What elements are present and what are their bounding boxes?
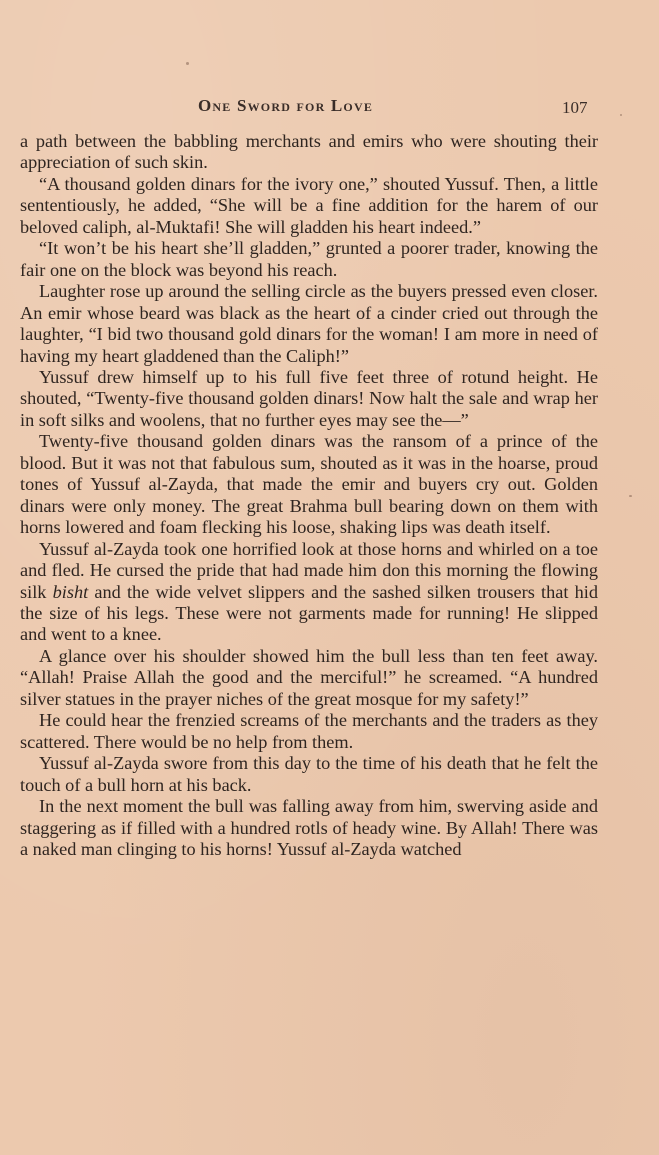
paragraph: He could hear the frenzied screams of the merchants and the traders as they scattered. There would be no help from them. <box>20 710 598 752</box>
paper-speck <box>620 114 622 116</box>
italic-word: bisht <box>52 581 89 602</box>
paragraph: Yussuf al-Zayda took one horrified look at those horns and whirled on a toe and fled. He cursed the pride that had made him don this morning the flowing silk bisht and the wide velvet slippers and the sashed silken trousers that hid the size of his legs. These were not garments made for running! He slipped and went to a knee. <box>20 538 599 645</box>
paragraph: A glance over his shoulder showed him the bull less than ten feet away. “Allah! Praise Allah the good and the merciful!” he screamed. “A hundred silver statues in the prayer niches of the great mosque for my safety!” <box>20 645 598 709</box>
paragraph: Twenty-five thousand golden dinars was the ransom of a prince of the blood. But it was not that fabulous sum, shouted as it was in the hoarse, proud tones of Yussuf al-Zayda, that made the emir and buyers cry out. Golden dinars were only money. The great Brahma bull bearing down on them with horns lowered and foam flecking his loose, shaking lips was death itself. <box>20 431 598 538</box>
paragraph: a path between the babbling merchants and emirs who were shouting their appreciation of such skin. <box>20 131 598 173</box>
paragraph: Yussuf al-Zayda swore from this day to the time of his death that he felt the touch of a bull horn at his back. <box>20 753 598 795</box>
paper-speck <box>186 62 189 65</box>
page-header <box>0 96 659 122</box>
paragraph: In the next moment the bull was falling away from him, swerving aside and staggering as if filled with a hundred rotls of heady wine. By Allah! There was a naked man clinging to his horns! Yussuf al-Zayda watched <box>20 796 598 859</box>
paragraph: “A thousand golden dinars for the ivory one,” shouted Yussuf. Then, a little sententiously, he added, “She will be a fine addition for the harem of our beloved caliph, al-Muktafi! She will gladden his heart indeed.” <box>20 173 598 237</box>
paragraph: “It won’t be his heart she’ll gladden,” grunted a poorer trader, knowing the fair one on the block was beyond his reach. <box>20 238 598 280</box>
paragraph: Laughter rose up around the selling circle as the buyers pressed even closer. An emir whose beard was black as the heart of a cinder cried out through the laughter, “I bid two thousand gold dinars for the woman! I am more in need of having my heart gladdened than the Caliph!” <box>20 281 598 366</box>
running-title: One Sword for Love <box>198 96 374 115</box>
paper-speck <box>629 495 632 497</box>
body-text <box>20 131 598 860</box>
paragraph: Yussuf drew himself up to his full five feet three of rotund height. He shouted, “Twenty-five thousand golden dinars! Now halt the sale and wrap her in soft silks and woolens, that no further eyes may see the—” <box>20 366 598 430</box>
page-number: 107 <box>562 98 588 117</box>
